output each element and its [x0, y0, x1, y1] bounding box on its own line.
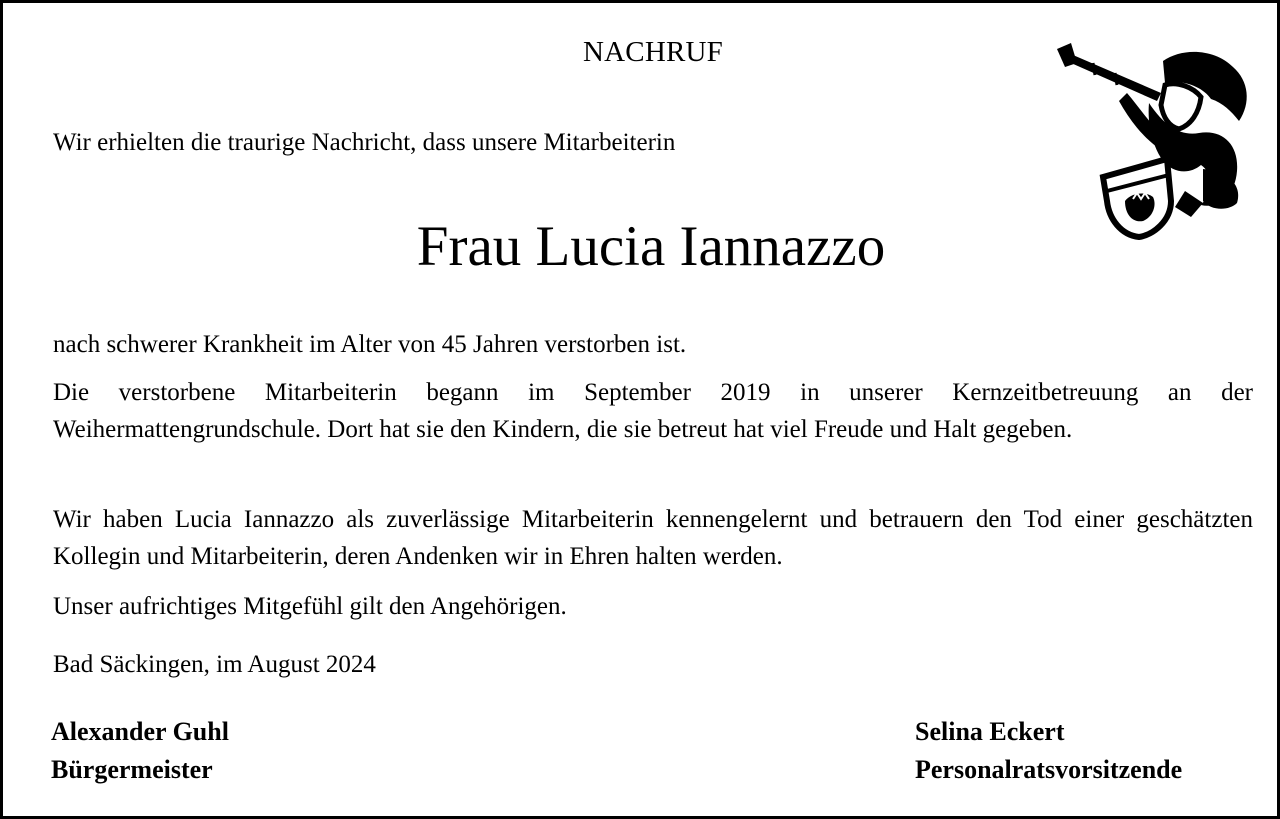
paragraph-2: Die verstorbene Mitarbeiterin begann im September 2019 in unserer Kernzeitbetreuung an der Weihermattengrundschule. Dort hat sie den Kindern, die sie betreut hat viel Freude und Halt gegeben. [53, 379, 1253, 443]
signatory-right [915, 713, 1182, 789]
signatory-left [51, 713, 229, 789]
signatory-name: Selina Eckert [915, 717, 1065, 746]
signatory-name: Alexander Guhl [51, 717, 229, 746]
signatory-role: Bürgermeister [51, 755, 213, 784]
heading: NACHRUF [583, 36, 723, 68]
trumpeter-coat-of-arms-icon [1053, 41, 1253, 241]
signatory-role: Personalratsvorsitzende [915, 755, 1183, 784]
deceased-name: Frau Lucia Iannazzo [416, 215, 886, 278]
place-date: Bad Säckingen, im August 2024 [53, 651, 376, 678]
paragraph-3: Wir haben Lucia Iannazzo als zuverlässige Mitarbeiterin kennengelernt und betrauern den Tod einer geschätzten Kollegin und Mitarbeiterin, deren Andenken wir in Ehren halten werden. [53, 506, 1253, 570]
paragraph-1: nach schwerer Krankheit im Alter von 45 Jahren verstorben ist. [53, 331, 687, 358]
intro-text: Wir erhielten die traurige Nachricht, dass unsere Mitarbeiterin [53, 129, 676, 156]
paragraph-4: Unser aufrichtiges Mitgefühl gilt den Angehörigen. [53, 593, 567, 620]
